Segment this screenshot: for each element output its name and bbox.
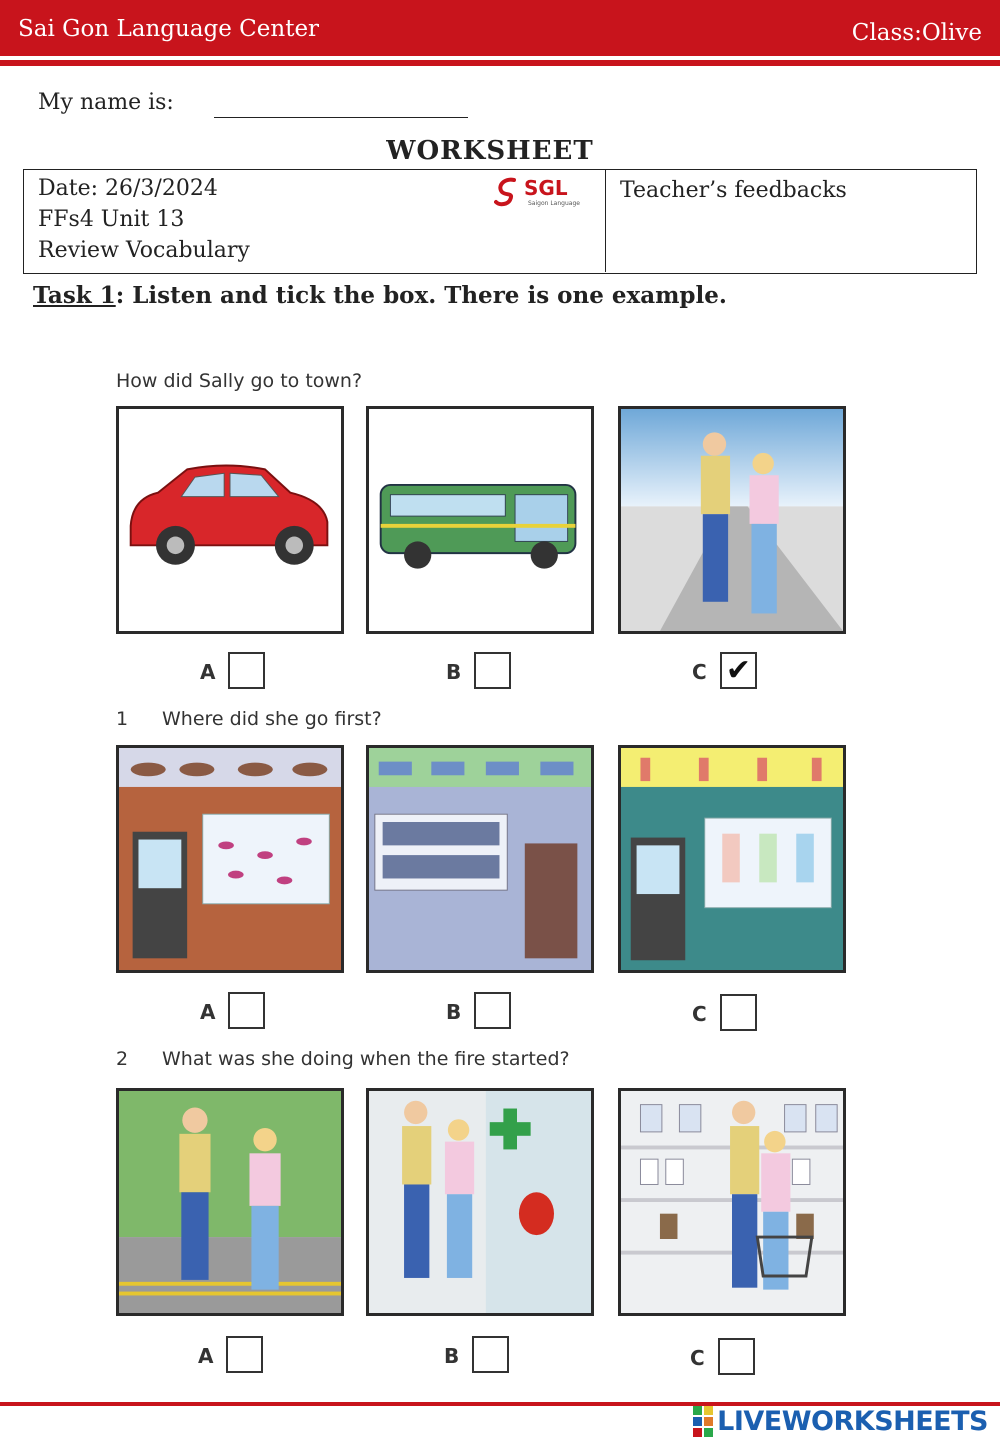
bus-illustration xyxy=(369,409,591,631)
liveworksheets-grid-icon xyxy=(693,1406,713,1437)
picture-car xyxy=(116,406,344,634)
option-letter: B xyxy=(446,660,462,684)
book-shop-illustration xyxy=(369,748,591,970)
tick-box[interactable] xyxy=(474,652,511,689)
tick-box[interactable] xyxy=(718,1338,755,1375)
question-2 xyxy=(116,1048,570,1070)
teacher-feedback-label: Teacher’s feedbacks xyxy=(620,178,847,203)
shoe-shop-illustration xyxy=(119,748,341,970)
name-field[interactable] xyxy=(214,117,468,118)
class-name: Class:Olive xyxy=(851,20,982,46)
picture-street xyxy=(116,1088,344,1316)
task-label: Task 1 xyxy=(33,282,116,309)
picture-walking xyxy=(618,406,846,634)
picture-book-shop xyxy=(366,745,594,973)
question-1 xyxy=(116,708,382,730)
car-illustration xyxy=(119,409,341,631)
sgl-logo-icon xyxy=(494,174,524,210)
task-instruction xyxy=(33,282,727,309)
option-letter: A xyxy=(198,1344,214,1368)
tick-box[interactable] xyxy=(472,1336,509,1373)
option-letter: A xyxy=(200,660,216,684)
street-illustration xyxy=(119,1091,341,1313)
info-table xyxy=(23,169,977,274)
liveworksheets-logo[interactable] xyxy=(693,1404,988,1438)
question-example xyxy=(116,370,362,392)
walking-illustration xyxy=(621,409,843,631)
picture-supermarket xyxy=(618,1088,846,1316)
liveworksheets-brand: LIVEWORKSHEETS xyxy=(717,1405,988,1437)
tick-box[interactable] xyxy=(226,1336,263,1373)
logo-text: SGL xyxy=(524,176,568,200)
question-number: 2 xyxy=(116,1048,129,1070)
info-left-cell xyxy=(24,170,606,272)
sgl-logo xyxy=(494,174,594,210)
option-letter: B xyxy=(446,1000,462,1024)
unit-text: FFs4 Unit 13 xyxy=(38,207,185,232)
task-text: : Listen and tick the box. There is one example. xyxy=(115,282,727,309)
question-text: Where did she go first? xyxy=(162,708,382,730)
option-letter: C xyxy=(692,660,707,684)
question-number: 1 xyxy=(116,708,129,730)
center-name: Sai Gon Language Center xyxy=(18,16,320,42)
picture-clothes-shop xyxy=(618,745,846,973)
picture-shoe-shop xyxy=(116,745,344,973)
option-letter: C xyxy=(692,1002,707,1026)
question-text: How did Sally go to town? xyxy=(116,370,363,392)
topic-text: Review Vocabulary xyxy=(38,238,250,263)
question-text: What was she doing when the fire started? xyxy=(162,1048,570,1070)
tick-box-checked[interactable]: ✔ xyxy=(720,652,757,689)
chemist-illustration xyxy=(369,1091,591,1313)
option-letter: A xyxy=(200,1000,216,1024)
option-letter: C xyxy=(690,1346,705,1370)
tick-box[interactable] xyxy=(720,994,757,1031)
logo-subtext: Saigon Language xyxy=(528,200,580,207)
clothes-shop-illustration xyxy=(621,748,843,970)
tick-box[interactable] xyxy=(228,992,265,1029)
tick-box[interactable] xyxy=(474,992,511,1029)
name-label: My name is: xyxy=(38,90,174,115)
date-text: Date: 26/3/2024 xyxy=(38,176,218,201)
picture-bus xyxy=(366,406,594,634)
picture-chemist xyxy=(366,1088,594,1316)
header-divider xyxy=(0,60,1000,66)
supermarket-illustration xyxy=(621,1091,843,1313)
worksheet-title: WORKSHEET xyxy=(386,136,594,166)
option-letter: B xyxy=(444,1344,460,1368)
tick-box[interactable] xyxy=(228,652,265,689)
